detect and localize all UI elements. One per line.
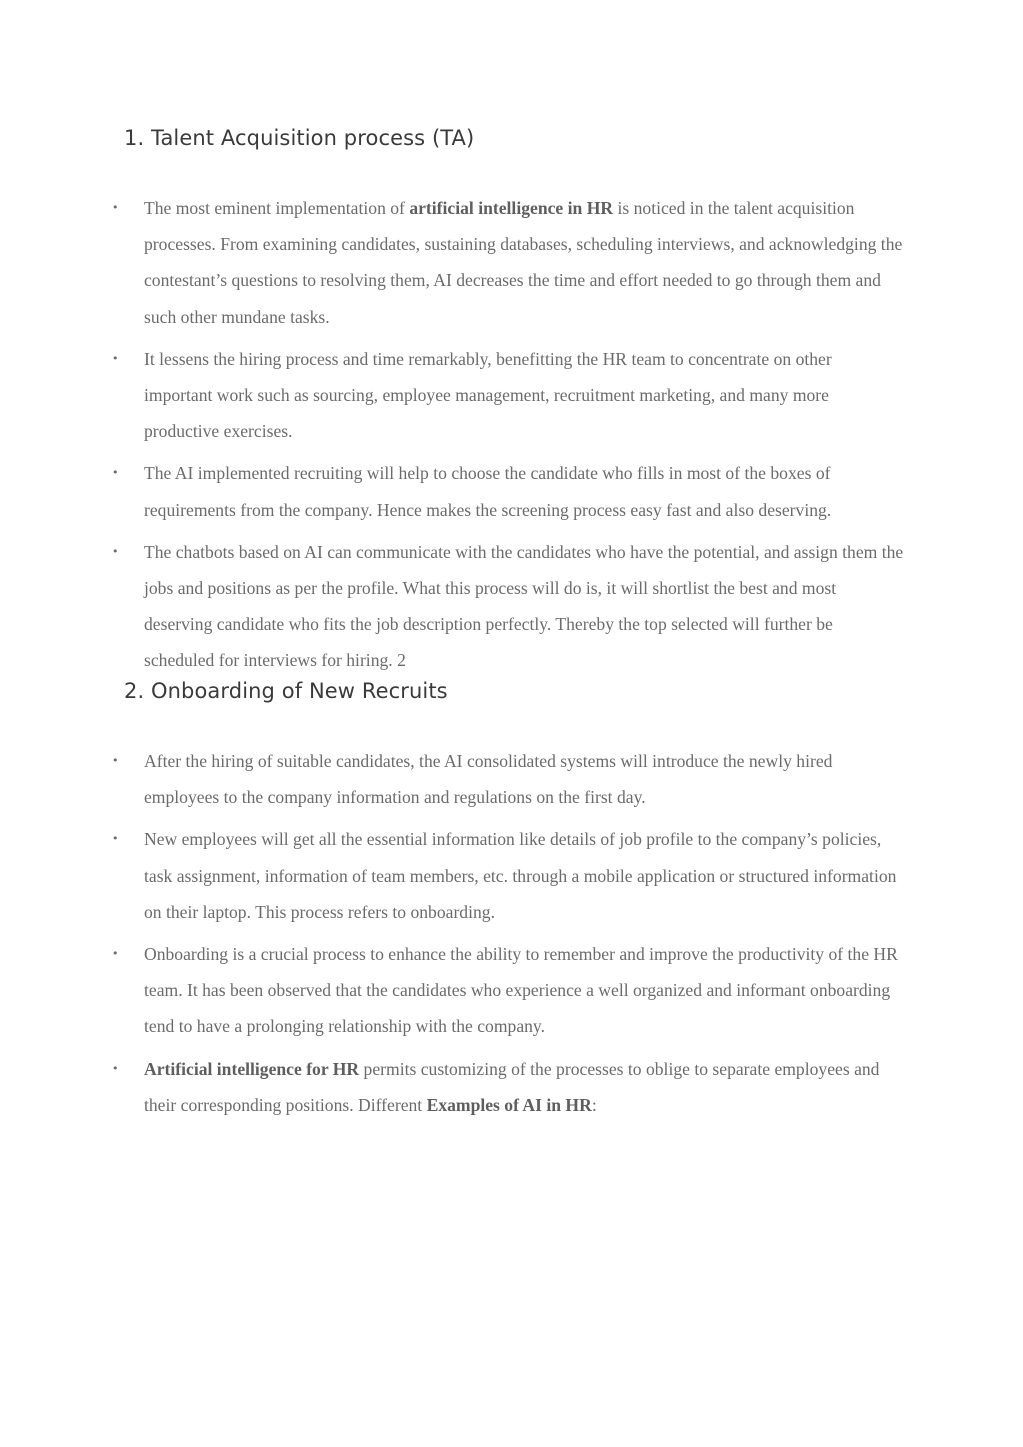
list-item: • The most eminent implementation of artificial intelligence in HR is noticed in the talent acquisition processes. From examining candidates, sustaining databases, scheduling interviews, and acknowledging the contestant’s questions to resolving them, AI decreases the time and effort needed to go through them and such other mundane tasks. xyxy=(0,190,904,335)
section-heading-onboarding: 2. Onboarding of New Recruits xyxy=(124,679,448,703)
bullet-icon: • xyxy=(112,201,119,214)
bullet-icon: • xyxy=(112,832,119,846)
list-item: • It lessens the hiring process and time remarkably, benefitting the HR team to concentrate on other important work such as sourcing, employee management, recruitment marketing, and many more productive exercises. xyxy=(0,341,904,450)
bullet-icon: • xyxy=(112,544,119,558)
list-item: • Onboarding is a crucial process to enhance the ability to remember and improve the productivity of the HR team. It has been observed that the candidates who experience a well organized and informant onboarding tend to have a prolonging relationship with the company. xyxy=(0,936,904,1045)
list-item: • Artificial intelligence for HR permits customizing of the processes to oblige to separate employees and their corresponding positions. Different Examples of AI in HR: xyxy=(0,1051,904,1123)
bold-term: Artificial intelligence for HR xyxy=(144,1058,360,1079)
list-item: • The chatbots based on AI can communicate with the candidates who have the potential, and assign them the jobs and positions as per the profile. What this process will do is, it will shortlist the best and most deserving candidate who fits the job description perfectly. Thereby the top selected will further be scheduled for interviews for hiring. 2 xyxy=(0,534,904,679)
talent-acquisition-list xyxy=(0,190,1023,685)
list-item: • The AI implemented recruiting will help to choose the candidate who fills in most of the boxes of requirements from the company. Hence makes the screening process easy fast and also deserving. xyxy=(0,455,904,527)
bold-term: artificial intelligence in HR xyxy=(409,198,614,218)
list-item: • New employees will get all the essential information like details of job profile to the company’s policies, task assignment, information of team members, etc. through a mobile application or structured information on their laptop. This process refers to onboarding. xyxy=(0,821,904,930)
list-item: • After the hiring of suitable candidates, the AI consolidated systems will introduce the newly hired employees to the company information and regulations on the first day. xyxy=(0,743,904,815)
onboarding-list xyxy=(0,743,1023,1129)
bold-term: Examples of AI in HR xyxy=(426,1094,592,1115)
section-heading-talent-acquisition: 1. Talent Acquisition process (TA) xyxy=(124,126,475,150)
bullet-icon: • xyxy=(112,351,119,365)
bullet-icon: • xyxy=(112,1061,119,1075)
bullet-icon: • xyxy=(112,466,119,480)
bullet-icon: • xyxy=(112,754,119,767)
bullet-icon: • xyxy=(112,947,119,961)
